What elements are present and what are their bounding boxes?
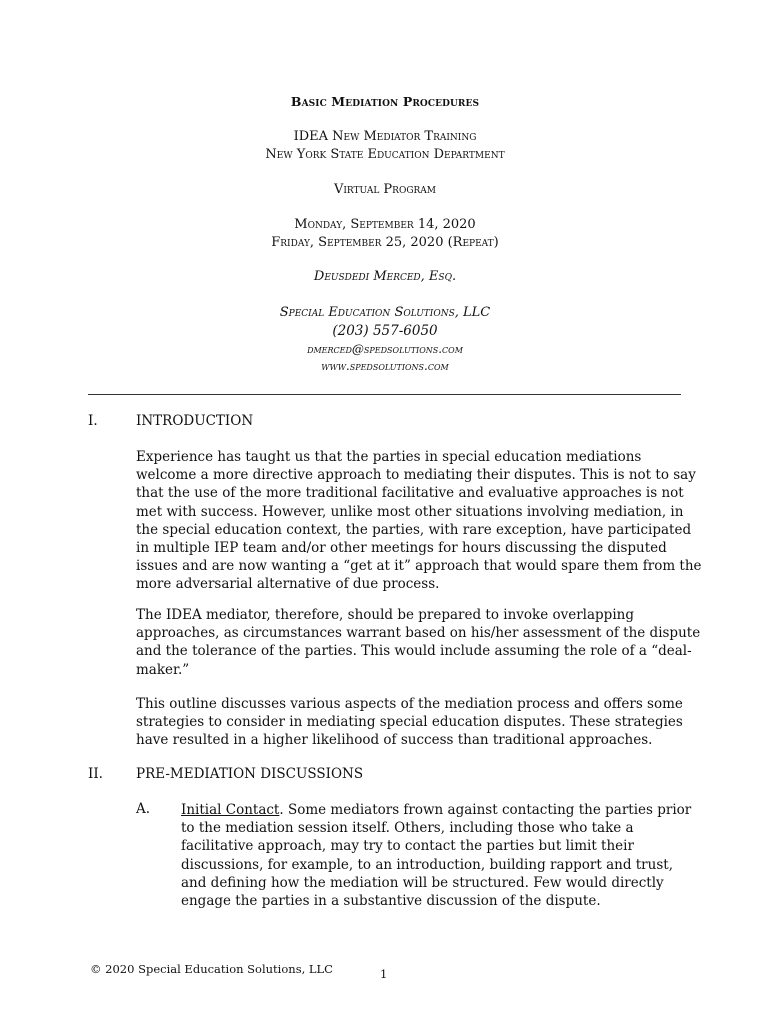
subsection-letter: A. <box>136 801 151 817</box>
paragraph <box>136 695 684 750</box>
paragraph-line: discussions, for example, to an introduction, building rapport and trust, <box>181 856 673 873</box>
footer-copyright: © 2020 Special Education Solutions, LLC <box>90 962 333 976</box>
paragraph-line: in multiple IEP team and/or other meetings for hours discussing the disputed <box>136 540 667 557</box>
paragraph-line: and the tolerance of the parties. This would include assuming the role of a “deal- <box>136 643 692 660</box>
paragraph-line: the special education context, the parties, with rare exception, have participated <box>136 521 692 538</box>
paragraph-line <box>181 801 692 819</box>
training-name: IDEA New Mediator Training <box>293 129 477 144</box>
paragraph-line: engage the parties in a substantive discussion of the dispute. <box>181 893 601 910</box>
document-title: Basic Mediation Procedures <box>290 94 480 109</box>
paragraph-line: to the mediation session itself. Others, including those who take a <box>181 820 634 837</box>
paragraph-line: strategies to consider in mediating special education disputes. These strategies <box>136 714 683 731</box>
paragraph-line: have resulted in a higher likelihood of success than traditional approaches. <box>136 732 653 749</box>
paragraph-line: that the use of the more traditional facilitative and evaluative approaches is not <box>136 485 684 502</box>
paragraph-line: approaches, as circumstances warrant based on his/her assessment of the dispute <box>136 625 701 642</box>
organization-name: Special Education Solutions, LLC <box>279 305 491 320</box>
department-name: New York State Education Department <box>265 147 505 162</box>
paragraph-line-text: . Some mediators frown against contacting the parties prior <box>279 802 692 818</box>
paragraph-line: issues and are now wanting a “get at it” approach that would spare them from the <box>136 558 702 575</box>
paragraph-line: Experience has taught us that the parties in special education mediations <box>136 449 642 465</box>
section-title: PRE-MEDIATION DISCUSSIONS <box>136 766 364 782</box>
subsection-paragraph <box>181 801 692 910</box>
paragraph-line: facilitative approach, may try to contact the parties but limit their <box>181 838 634 855</box>
paragraph-line: more adversarial alternative of due process. <box>136 576 440 593</box>
paragraph <box>136 448 702 594</box>
section-number: II. <box>88 766 103 782</box>
subsection-heading: Initial Contact <box>181 802 280 818</box>
paragraph <box>136 606 701 679</box>
website-address: www.spedsolutions.com <box>321 359 449 373</box>
paragraph-line: This outline discusses various aspects of the mediation process and offers some <box>136 696 683 712</box>
session-date-2: Friday, September 25, 2020 (Repeat) <box>271 235 499 250</box>
presenter-name: Deusdedi Merced, Esq. <box>313 269 457 284</box>
section-number: I. <box>88 413 98 429</box>
header-divider <box>88 394 681 395</box>
paragraph-line: maker.” <box>136 661 190 678</box>
paragraph-line: met with success. However, unlike most other situations involving mediation, in <box>136 503 684 520</box>
paragraph-line: welcome a more directive approach to mediating their disputes. This is not to say <box>136 467 696 484</box>
email-address: dmerced@spedsolutions.com <box>307 342 463 356</box>
phone-number: (203) 557-6050 <box>332 323 438 339</box>
page-number: 1 <box>380 967 388 981</box>
session-date-1: Monday, September 14, 2020 <box>294 217 476 232</box>
paragraph-line: The IDEA mediator, therefore, should be prepared to invoke overlapping <box>136 607 634 623</box>
program-type: Virtual Program <box>333 182 437 197</box>
paragraph-line: and defining how the mediation will be structured. Few would directly <box>181 874 664 891</box>
section-title: INTRODUCTION <box>136 413 254 429</box>
